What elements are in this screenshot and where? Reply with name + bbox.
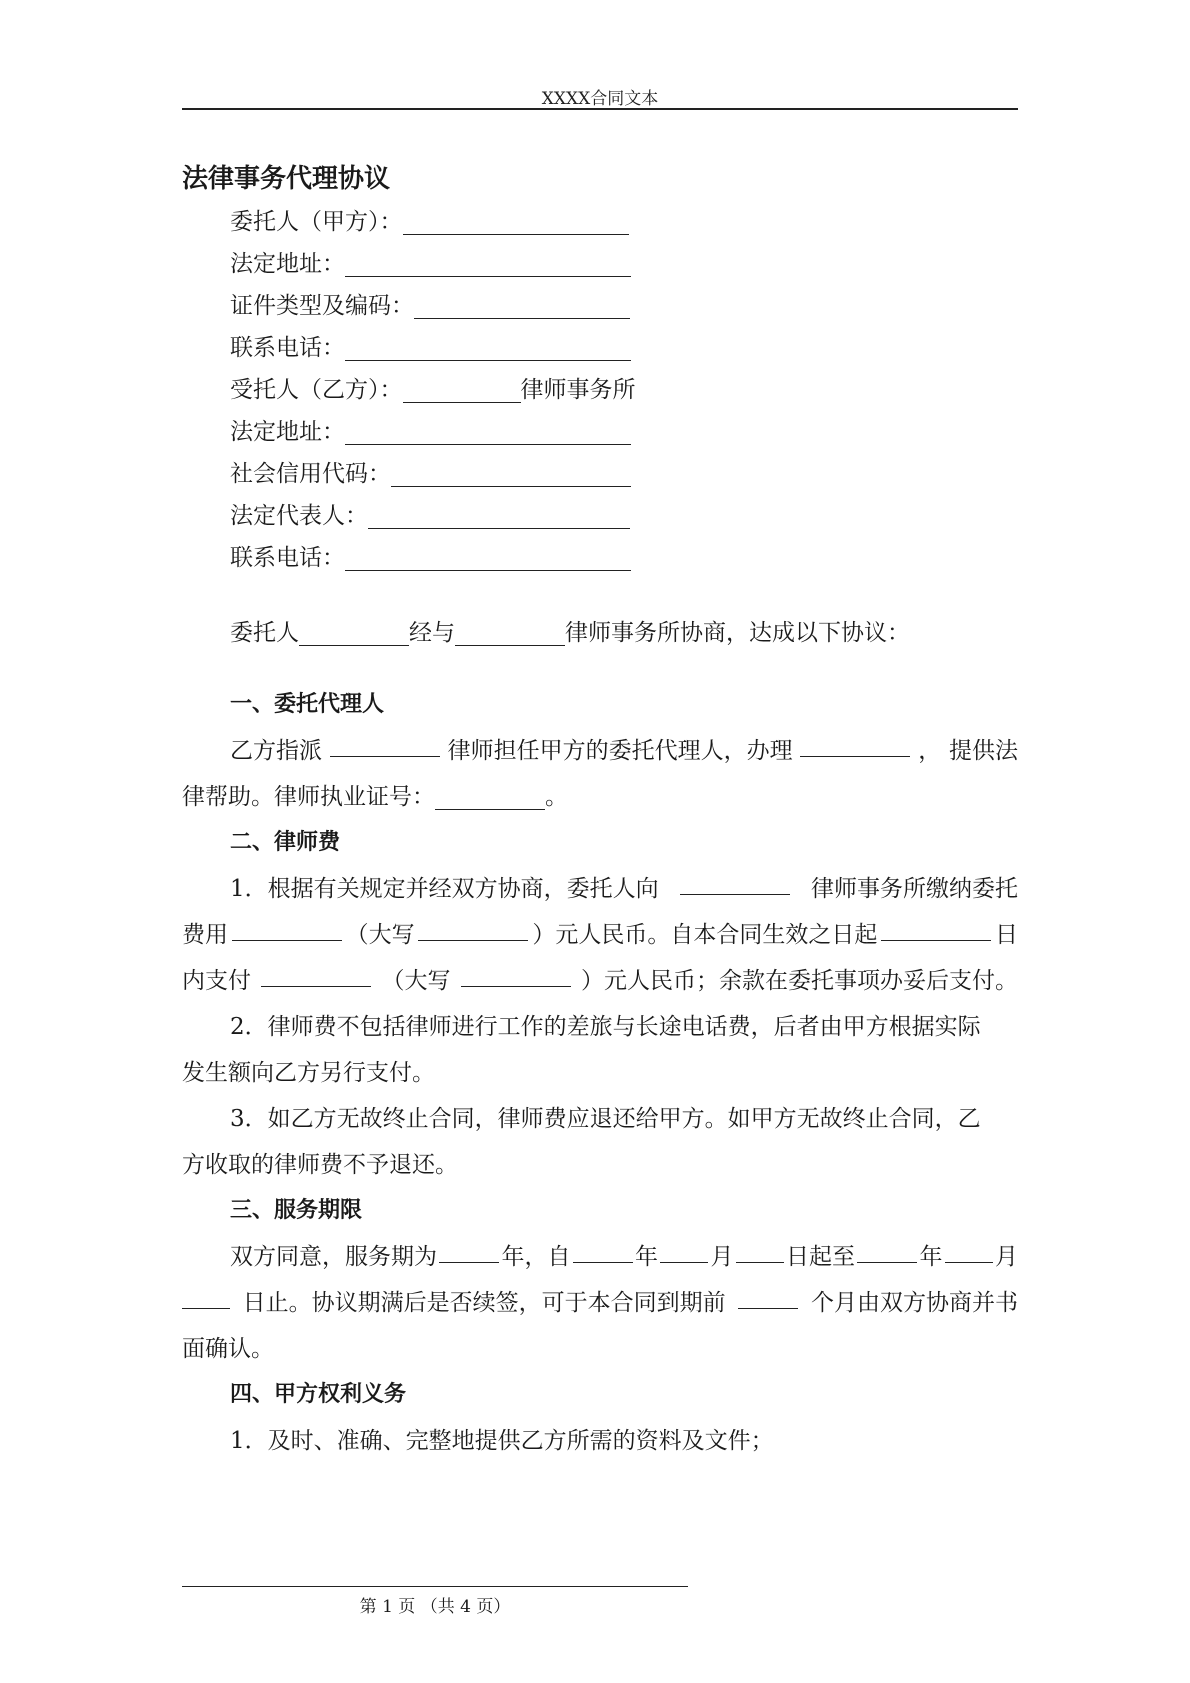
agent-address-blank[interactable]: [345, 416, 631, 445]
s2-text-h: （大写: [381, 968, 451, 994]
agent-phone-line: [182, 535, 1018, 581]
lawyer-name-blank[interactable]: [330, 728, 440, 757]
agent-label: 受托人（乙方）：: [230, 377, 403, 403]
section-4-heading: 四、甲方权利义务: [230, 1382, 407, 1407]
s1-text-e: 律帮助。律师执业证号：: [182, 784, 435, 810]
payment-days-blank[interactable]: [881, 912, 991, 941]
page-header: XXXX合同文本: [541, 89, 659, 109]
term-years-blank[interactable]: [439, 1234, 499, 1263]
start-day-blank[interactable]: [736, 1234, 784, 1263]
section-3-heading: 三、服务期限: [230, 1198, 363, 1223]
s3-text-e: 日起至: [786, 1244, 855, 1270]
fee-amount-blank[interactable]: [232, 912, 342, 941]
section-2-heading: 二、律师费: [230, 830, 341, 855]
end-month-blank[interactable]: [945, 1234, 993, 1263]
s3-text-f: 年: [919, 1244, 943, 1270]
legal-rep-label: 法定代表人：: [230, 503, 368, 529]
s3-text-g: 月: [995, 1244, 1018, 1270]
s1-text-a: 乙方指派: [230, 738, 322, 764]
first-payment-uppercase-blank[interactable]: [461, 958, 571, 987]
section-2-item-2-line-2: 发生额向乙方另行支付。: [182, 1060, 435, 1086]
section-1-line-2: [182, 774, 1018, 820]
agent-suffix: 律师事务所: [520, 377, 636, 403]
legal-rep-line: [182, 493, 1018, 539]
end-year-blank[interactable]: [857, 1234, 917, 1263]
section-4-item-1: 1．及时、准确、完整地提供乙方所需的资料及文件；: [230, 1428, 774, 1454]
agent-address-line: [182, 409, 1018, 455]
intro-text-1: 委托人: [230, 620, 299, 646]
matter-blank[interactable]: [800, 728, 910, 757]
section-3-line-1: [182, 1234, 1018, 1280]
start-month-blank[interactable]: [660, 1234, 708, 1263]
id-blank[interactable]: [414, 290, 630, 319]
agent-address-label: 法定地址：: [230, 419, 345, 445]
start-year-blank[interactable]: [573, 1234, 633, 1263]
s1-text-d: 提供法: [948, 738, 1018, 764]
client-phone-label: 联系电话：: [230, 335, 345, 361]
credit-code-line: [182, 451, 1018, 497]
agent-phone-label: 联系电话：: [230, 545, 345, 571]
fee-firm-blank[interactable]: [680, 866, 790, 895]
client-label: 委托人（甲方）：: [230, 209, 403, 235]
client-address-blank[interactable]: [345, 248, 631, 277]
legal-rep-blank[interactable]: [368, 500, 630, 529]
s2-text-a: 1．根据有关规定并经双方协商，委托人向: [230, 876, 659, 902]
client-address-line: [182, 241, 1018, 287]
s3-text-i: 个月由双方协商并书: [810, 1290, 1018, 1316]
intro-line: [182, 610, 1018, 656]
intro-firm-blank[interactable]: [455, 617, 565, 646]
section-3-line-3: 面确认。: [182, 1336, 274, 1362]
section-2-item-1-line-2: [182, 912, 1018, 958]
s1-text-f: 。: [545, 784, 568, 810]
end-day-blank[interactable]: [182, 1280, 230, 1309]
client-phone-blank[interactable]: [345, 332, 631, 361]
license-number-blank[interactable]: [435, 781, 545, 810]
section-2-item-3-line-1: 3．如乙方无故终止合同，律师费应退还给甲方。如甲方无故终止合同，乙: [230, 1106, 981, 1132]
section-1-line-1: [182, 728, 1018, 774]
page-number: 第 1 页 （共 4 页）: [359, 1597, 511, 1617]
document-title: 法律事务代理协议: [182, 164, 391, 194]
section-2-item-1-line-3: [182, 958, 1018, 1004]
s1-text-c: ，: [918, 738, 942, 764]
s2-text-g: 内支付: [182, 968, 251, 994]
s2-text-b: 律师事务所缴纳委托: [810, 876, 1018, 902]
s3-text-c: 年: [635, 1244, 658, 1270]
intro-text-2: 经与: [409, 620, 455, 646]
renewal-months-blank[interactable]: [738, 1280, 798, 1309]
client-phone-line: [182, 325, 1018, 371]
client-address-label: 法定地址：: [230, 251, 345, 277]
s3-text-d: 月: [710, 1244, 734, 1270]
s2-text-d: （大写: [345, 922, 415, 948]
agent-blank[interactable]: [403, 374, 521, 403]
s2-text-i: ）元人民币；余款在委托事项办妥后支付。: [581, 968, 1018, 994]
s2-text-f: 日: [994, 922, 1018, 948]
section-2-item-3-line-2: 方收取的律师费不予退还。: [182, 1152, 458, 1178]
section-3-line-2: [182, 1280, 1018, 1326]
s3-text-a: 双方同意，服务期为: [230, 1244, 437, 1270]
first-payment-blank[interactable]: [261, 958, 371, 987]
agent-phone-blank[interactable]: [345, 542, 631, 571]
client-line: [182, 199, 1018, 245]
intro-text-3: 律师事务所协商，达成以下协议：: [565, 620, 910, 646]
fee-amount-uppercase-blank[interactable]: [418, 912, 528, 941]
id-line: [182, 283, 1018, 329]
s3-text-h: 日止。协议期满后是否续签，可于本合同到期前: [242, 1290, 726, 1316]
credit-code-label: 社会信用代码：: [230, 461, 391, 487]
header-rule: [182, 108, 1018, 110]
id-label: 证件类型及编码：: [230, 293, 414, 319]
section-2-item-1-line-1: [182, 866, 1018, 912]
section-1-heading: 一、委托代理人: [230, 692, 385, 717]
s3-text-b: 年，自: [501, 1244, 571, 1270]
client-blank[interactable]: [403, 206, 629, 235]
agent-line: [182, 367, 1018, 413]
s1-text-b: 律师担任甲方的委托代理人，办理: [447, 738, 793, 764]
s2-text-c: 费用: [182, 922, 228, 948]
credit-code-blank[interactable]: [391, 458, 631, 487]
footer-rule: [182, 1586, 688, 1587]
s2-text-e: ）元人民币。自本合同生效之日起: [532, 922, 878, 948]
section-2-item-2-line-1: 2．律师费不包括律师进行工作的差旅与长途电话费，后者由甲方根据实际: [230, 1014, 981, 1040]
intro-client-blank[interactable]: [299, 617, 409, 646]
